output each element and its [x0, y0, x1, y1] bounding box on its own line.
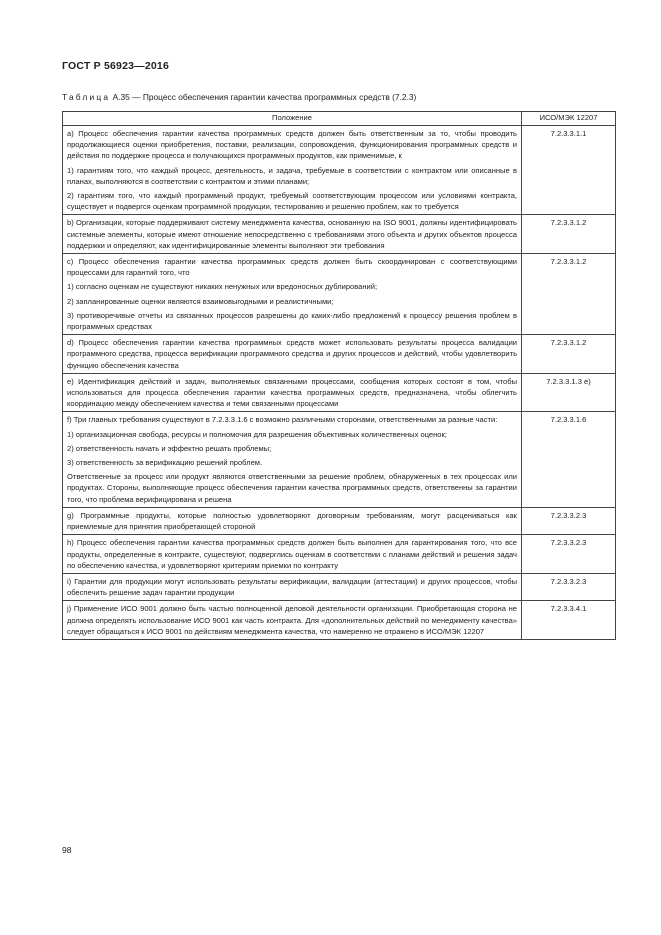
table-caption — [62, 92, 416, 102]
table-row — [63, 254, 616, 335]
position-paragraph: 2) ответственность начать и эффектно решать проблемы; — [67, 443, 272, 453]
position-cell — [63, 254, 522, 335]
position-paragraph: d) Процесс обеспечения гарантии качества программных средств может использовать результаты процесса валидации программного средства, процесса верификации программного средства и других процессов и действий, чтобы удовлетворить функцию обеспечения качества — [67, 338, 517, 370]
position-paragraph: Ответственные за процесс или продукт являются ответственными за решение проблем, обнаруженных в тех процессах или продуктах. Стороны, выполняющие процесс обеспечения гарантии качества программных средств, ответственны за гарантии того, что проблема верифицирована и решена — [67, 472, 517, 504]
document-header: ГОСТ Р 56923—2016 — [62, 60, 170, 72]
position-paragraph: h) Процесс обеспечения гарантии качества программных средств должен быть выполнен для гарантирования того, что все продукты, определенные в контракте, существуют, подверглись оценкам в соответствии с планами действий и решения задач по обеспечению качества, и удовлетворяют критериям приемки по контракту — [67, 538, 517, 570]
table-row — [63, 215, 616, 254]
table-row — [63, 601, 616, 640]
position-cell — [63, 535, 522, 574]
position-cell — [63, 601, 522, 640]
position-paragraph: а) Процесс обеспечения гарантии качества программных средств должен быть ответственным за то, чтобы проводить продолжающиеся оценки приобретения, поставки, реализации, сопровождения, функционирования программных средств и действия по поддержке процесса и получающихся программных продуктов, как применимые, к — [67, 129, 517, 161]
table-row — [63, 335, 616, 374]
reference-cell: 7.2.3.3.1.2 — [522, 335, 616, 374]
column-header-reference: ИСО/МЭК 12207 — [522, 112, 616, 126]
position-paragraph: g) Программные продукты, которые полностью удовлетворяют договорным требованиям, могут расцениваться как приемлемые для принятия приобретающей стороной — [67, 510, 517, 532]
reference-cell: 7.2.3.3.1.2 — [522, 215, 616, 254]
position-paragraph: 1) организационная свобода, ресурсы и полномочия для разрешения объективных количественных оценок; — [67, 429, 447, 439]
position-paragraph: i) Гарантии для продукции могут использовать результаты верификации, валидации (аттестации) и других процессов, чтобы обеспечить решение задач гарантии продукции — [67, 576, 517, 598]
table-caption-label: Таблица — [62, 92, 111, 102]
table-body — [63, 126, 616, 640]
reference-cell: 7.2.3.3.1.1 — [522, 126, 616, 215]
position-paragraph: 1) гарантиям того, что каждый процесс, деятельность, и задача, требуемые в соответствии с контрактом или описанные в планах, выполняются в соответствии с контрактом и этими планами; — [67, 165, 517, 186]
position-cell — [63, 335, 522, 374]
position-paragraph: b) Организации, которые поддерживают систему менеджмента качества, основанную на ISO 9001, должны идентифицировать системные элементы, которые имеют отношение непосредственно с требованиями этого объекта и других объектов процесса поддержки и определяют, как идентифицированные элементы выполняют эти требования — [67, 218, 517, 250]
reference-cell: 7.2.3.3.1.2 — [522, 254, 616, 335]
reference-cell: 7.2.3.3.2.3 — [522, 507, 616, 534]
position-paragraph: f) Три главных требования существуют в 7.2.3.3.1.6 с возможно различными сторонами, ответственными за разные части: — [67, 415, 498, 425]
column-header-position: Положение — [63, 112, 522, 126]
position-paragraph: 3) ответственность за верификацию решений проблем. — [67, 458, 263, 468]
position-paragraph: 2) гарантиям того, что каждый программный продукт, требуемый соответствующим процессом или условиями контракта, существует и подвергся оценкам программной продукции, тестированию и решению проблем, как то требуется — [67, 191, 517, 212]
position-paragraph: 2) запланированные оценки являются взаимовыгодными и реалистичными; — [67, 296, 334, 306]
table-caption-text: А.35 — Процесс обеспечения гарантии качества программных средств (7.2.3) — [110, 92, 417, 102]
position-cell — [63, 412, 522, 507]
position-paragraph: 3) противоречивые отчеты из связанных процессов разрешены до каких-либо предложений к процессу решения проблем в программных средствах — [67, 310, 517, 332]
position-cell — [63, 507, 522, 534]
requirements-table — [62, 111, 616, 640]
table-row — [63, 412, 616, 507]
position-cell — [63, 573, 522, 600]
table-row — [63, 507, 616, 534]
position-cell — [63, 373, 522, 412]
reference-cell: 7.2.3.3.2.3 — [522, 535, 616, 574]
table-row — [63, 373, 616, 412]
table-row — [63, 573, 616, 600]
position-cell — [63, 126, 522, 215]
reference-cell: 7.2.3.3.1.3 е) — [522, 373, 616, 412]
position-paragraph: 1) согласно оценкам не существуют никаких ненужных или вредоносных дублирований; — [67, 282, 378, 292]
position-paragraph: j) Применение ИСО 9001 должно быть частью полноценной деловой деятельности организации. Приобретающая сторона не должна определять использование ИСО 9001 как часть контракта. Для «дополнительных действий по менеджменту качества» следует обращаться к ИСО 9001 по действиям менеджмента качества, что намеренно не отражено в ИСО/МЭК 12207 — [67, 604, 517, 636]
page-number: 98 — [62, 845, 72, 855]
table-row — [63, 535, 616, 574]
position-paragraph: е) Идентификация действий и задач, выполняемых связанными процессами, сообщения которых состоят в том, чтобы использоваться для процесса обеспечения гарантии качества программных средств, предназначена, чтобы облегчить координацию между обеспечением качества и теми связанными процессами — [67, 376, 517, 409]
position-paragraph: с) Процесс обеспечения гарантии качества программных средств должен быть скоординирован с соответствующими процессами для гарантий того, что — [67, 257, 517, 278]
reference-cell: 7.2.3.3.4.1 — [522, 601, 616, 640]
position-cell — [63, 215, 522, 254]
reference-cell: 7.2.3.3.1.6 — [522, 412, 616, 507]
table-header-row — [63, 112, 616, 126]
reference-cell: 7.2.3.3.2.3 — [522, 573, 616, 600]
table-row — [63, 126, 616, 215]
